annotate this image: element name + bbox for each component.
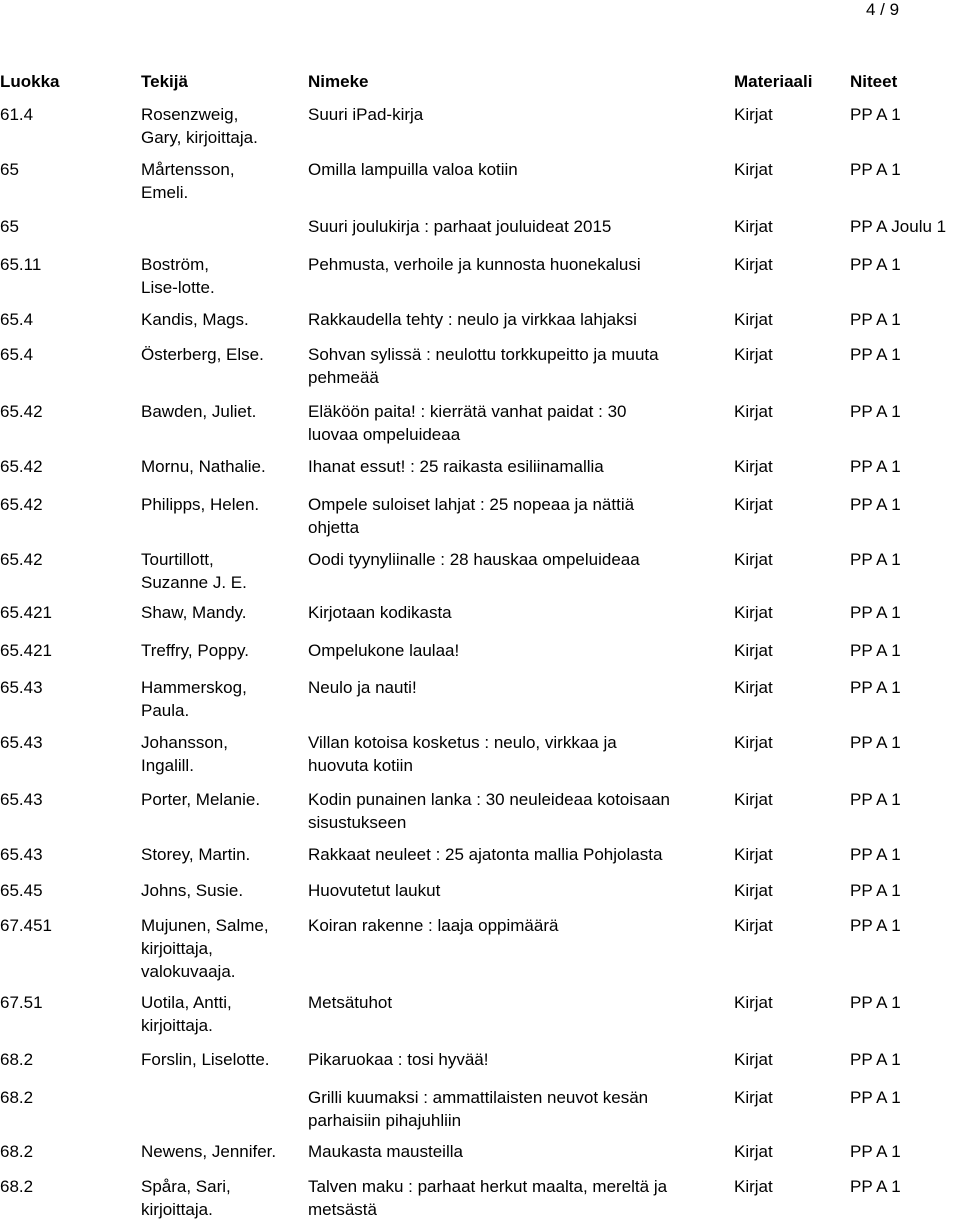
tekija-line: Shaw, Mandy. (141, 603, 247, 622)
tekija-line: Storey, Martin. (141, 845, 251, 864)
tekija-line: Ingalill. (141, 756, 194, 775)
cell-luokka: 65.43 (0, 845, 43, 864)
tekija-line: Emeli. (141, 183, 189, 202)
tekija-line: Mujunen, Salme, (141, 916, 269, 935)
tekija-line: Lise-lotte. (141, 278, 215, 297)
cell-materiaali: Kirjat (734, 603, 773, 622)
cell-materiaali: Kirjat (734, 495, 773, 514)
cell-tekija (141, 639, 249, 662)
cell-luokka: 65.43 (0, 733, 43, 752)
nimeke-line: Koiran rakenne : laaja oppimäärä (308, 916, 559, 935)
nimeke-line: parhaisiin pihajuhliin (308, 1111, 462, 1130)
cell-tekija (141, 103, 258, 149)
tekija-line: Tourtillott, (141, 550, 214, 569)
cell-materiaali: Kirjat (734, 790, 773, 809)
cell-materiaali: Kirjat (734, 916, 773, 935)
tekija-line: Paula. (141, 701, 190, 720)
header-niteet: Niteet (850, 72, 898, 91)
tekija-line: Gary, kirjoittaja. (141, 128, 258, 147)
nimeke-line: Grilli kuumaksi : ammattilaisten neuvot kesän (308, 1088, 649, 1107)
cell-nimeke (308, 676, 417, 699)
tekija-line: kirjoittaja. (141, 1200, 213, 1219)
cell-luokka: 67.51 (0, 993, 43, 1012)
tekija-line: Bawden, Juliet. (141, 402, 257, 421)
nimeke-line: ohjetta (308, 518, 360, 537)
tekija-line: Mornu, Nathalie. (141, 457, 266, 476)
cell-niteet: PP A 1 (850, 1088, 901, 1107)
nimeke-line: Suuri iPad-kirja (308, 105, 424, 124)
cell-nimeke (308, 215, 611, 238)
nimeke-line: Sohvan sylissä : neulottu torkkupeitto ja muuta (308, 345, 659, 364)
cell-tekija (141, 455, 266, 478)
tekija-line: kirjoittaja. (141, 1016, 213, 1035)
cell-tekija (141, 676, 247, 722)
nimeke-line: Maukasta mausteilla (308, 1142, 463, 1161)
nimeke-line: Rakkaat neuleet : 25 ajatonta mallia Pohjolasta (308, 845, 663, 864)
cell-luokka: 67.451 (0, 916, 52, 935)
cell-materiaali: Kirjat (734, 457, 773, 476)
cell-tekija (141, 400, 256, 423)
cell-luokka: 65.42 (0, 457, 43, 476)
cell-tekija (141, 1140, 276, 1163)
nimeke-line: Omilla lampuilla valoa kotiin (308, 160, 518, 179)
tekija-line: valokuvaaja. (141, 962, 236, 981)
cell-luokka: 61.4 (0, 105, 34, 124)
tekija-line: Österberg, Else. (141, 345, 264, 364)
nimeke-line: Ihanat essut! : 25 raikasta esiliinamallia (308, 457, 604, 476)
cell-luokka: 65.43 (0, 678, 43, 697)
cell-materiaali: Kirjat (734, 345, 773, 364)
cell-nimeke (308, 843, 662, 866)
cell-niteet: PP A 1 (850, 603, 901, 622)
cell-tekija (141, 253, 215, 299)
cell-nimeke (308, 1140, 463, 1163)
cell-materiaali: Kirjat (734, 733, 773, 752)
cell-nimeke (308, 103, 423, 126)
cell-materiaali: Kirjat (734, 1177, 773, 1196)
cell-niteet: PP A 1 (850, 1142, 901, 1161)
cell-luokka: 65.421 (0, 641, 52, 660)
cell-materiaali: Kirjat (734, 678, 773, 697)
cell-nimeke (308, 991, 392, 1014)
cell-niteet: PP A 1 (850, 790, 901, 809)
cell-luokka: 65.45 (0, 881, 43, 900)
nimeke-line: Kodin punainen lanka : 30 neuleideaa kotoisaan (308, 790, 671, 809)
nimeke-line: Huovutetut laukut (308, 881, 441, 900)
cell-nimeke (308, 400, 626, 446)
tekija-line: Boström, (141, 255, 210, 274)
cell-tekija (141, 991, 232, 1037)
cell-materiaali: Kirjat (734, 255, 773, 274)
cell-luokka: 68.2 (0, 1088, 34, 1107)
cell-nimeke (308, 493, 634, 539)
cell-nimeke (308, 1175, 667, 1221)
cell-niteet: PP A 1 (850, 678, 901, 697)
cell-nimeke (308, 601, 452, 624)
nimeke-line: Pehmusta, verhoile ja kunnosta huonekalusi (308, 255, 641, 274)
cell-materiaali: Kirjat (734, 1142, 773, 1161)
header-tekija: Tekijä (141, 72, 188, 91)
nimeke-line: Villan kotoisa kosketus : neulo, virkkaa ja (308, 733, 617, 752)
cell-nimeke (308, 308, 637, 331)
cell-niteet: PP A 1 (850, 845, 901, 864)
cell-niteet: PP A 1 (850, 345, 901, 364)
cell-luokka: 68.2 (0, 1050, 34, 1069)
header-materiaali: Materiaali (734, 72, 813, 91)
tekija-line: kirjoittaja, (141, 939, 213, 958)
cell-niteet: PP A 1 (850, 310, 901, 329)
cell-materiaali: Kirjat (734, 881, 773, 900)
cell-materiaali: Kirjat (734, 105, 773, 124)
cell-nimeke (308, 343, 659, 389)
cell-niteet: PP A 1 (850, 881, 901, 900)
tekija-line: Uotila, Antti, (141, 993, 232, 1012)
nimeke-line: Rakkaudella tehty : neulo ja virkkaa lahjaksi (308, 310, 637, 329)
page-number: 4 / 9 (866, 0, 900, 19)
cell-luokka: 65.4 (0, 310, 34, 329)
tekija-line: Johansson, (141, 733, 228, 752)
nimeke-line: Kirjotaan kodikasta (308, 603, 452, 622)
header-luokka: Luokka (0, 72, 60, 91)
nimeke-line: sisustukseen (308, 813, 407, 832)
cell-luokka: 68.2 (0, 1177, 34, 1196)
cell-materiaali: Kirjat (734, 217, 773, 236)
cell-tekija (141, 1175, 231, 1221)
cell-niteet: PP A 1 (850, 105, 901, 124)
tekija-line: Kandis, Mags. (141, 310, 249, 329)
cell-niteet: PP A 1 (850, 550, 901, 569)
cell-materiaali: Kirjat (734, 993, 773, 1012)
tekija-line: Mårtensson, (141, 160, 235, 179)
nimeke-line: Eläköön paita! : kierrätä vanhat paidat : 30 (308, 402, 627, 421)
cell-materiaali: Kirjat (734, 160, 773, 179)
tekija-line: Porter, Melanie. (141, 790, 261, 809)
cell-tekija (141, 879, 243, 902)
cell-nimeke (308, 639, 459, 662)
cell-nimeke (308, 548, 640, 571)
nimeke-line: metsästä (308, 1200, 377, 1219)
cell-nimeke (308, 879, 440, 902)
cell-luokka: 65.11 (0, 255, 42, 274)
cell-tekija (141, 731, 228, 777)
cell-tekija (141, 343, 264, 366)
cell-materiaali: Kirjat (734, 641, 773, 660)
cell-luokka: 65 (0, 217, 19, 236)
cell-tekija (141, 843, 250, 866)
tekija-line: Spåra, Sari, (141, 1177, 231, 1196)
nimeke-line: Ompele suloiset lahjat : 25 nopeaa ja nättiä (308, 495, 635, 514)
cell-niteet: PP A 1 (850, 160, 901, 179)
cell-luokka: 65.4 (0, 345, 34, 364)
nimeke-line: huovuta kotiin (308, 756, 413, 775)
nimeke-line: Ompelukone laulaa! (308, 641, 460, 660)
cell-luokka: 65.42 (0, 495, 43, 514)
cell-nimeke (308, 1086, 648, 1132)
cell-tekija (141, 308, 249, 331)
cell-nimeke (308, 788, 670, 834)
cell-materiaali: Kirjat (734, 310, 773, 329)
cell-niteet: PP A 1 (850, 733, 901, 752)
cell-niteet: PP A 1 (850, 1050, 901, 1069)
nimeke-line: Oodi tyynyliinalle : 28 hauskaa ompeluideaa (308, 550, 640, 569)
cell-luokka: 68.2 (0, 1142, 34, 1161)
cell-niteet: PP A Joulu 1 (850, 217, 947, 236)
tekija-line: Suzanne J. E. (141, 573, 247, 592)
cell-materiaali: Kirjat (734, 550, 773, 569)
cell-materiaali: Kirjat (734, 845, 773, 864)
cell-nimeke (308, 1048, 488, 1071)
nimeke-line: Neulo ja nauti! (308, 678, 417, 697)
cell-tekija (141, 548, 247, 594)
cell-materiaali: Kirjat (734, 1050, 773, 1069)
cell-tekija (141, 1048, 270, 1071)
cell-luokka: 65.421 (0, 603, 52, 622)
cell-tekija (141, 158, 235, 204)
cell-tekija (141, 493, 259, 516)
cell-niteet: PP A 1 (850, 641, 901, 660)
nimeke-line: Metsätuhot (308, 993, 393, 1012)
cell-niteet: PP A 1 (850, 495, 901, 514)
cell-nimeke (308, 253, 641, 276)
tekija-line: Johns, Susie. (141, 881, 244, 900)
nimeke-line: luovaa ompeluideaa (308, 425, 461, 444)
cell-nimeke (308, 158, 518, 181)
tekija-line: Treffry, Poppy. (141, 641, 250, 660)
tekija-line: Philipps, Helen. (141, 495, 260, 514)
cell-nimeke (308, 914, 558, 937)
cell-niteet: PP A 1 (850, 255, 901, 274)
cell-luokka: 65.43 (0, 790, 43, 809)
tekija-line: Newens, Jennifer. (141, 1142, 277, 1161)
cell-tekija (141, 601, 247, 624)
nimeke-line: pehmeää (308, 368, 379, 387)
cell-niteet: PP A 1 (850, 402, 901, 421)
cell-materiaali: Kirjat (734, 1088, 773, 1107)
header-nimeke: Nimeke (308, 72, 369, 91)
cell-tekija (141, 788, 260, 811)
cell-luokka: 65 (0, 160, 19, 179)
cell-niteet: PP A 1 (850, 916, 901, 935)
nimeke-line: Pikaruokaa : tosi hyvää! (308, 1050, 489, 1069)
cell-luokka: 65.42 (0, 550, 43, 569)
cell-niteet: PP A 1 (850, 457, 901, 476)
tekija-line: Rosenzweig, (141, 105, 239, 124)
tekija-line: Forslin, Liselotte. (141, 1050, 270, 1069)
cell-nimeke (308, 455, 604, 478)
cell-nimeke (308, 731, 617, 777)
tekija-line: Hammerskog, (141, 678, 247, 697)
nimeke-line: Talven maku : parhaat herkut maalta, mereltä ja (308, 1177, 668, 1196)
cell-niteet: PP A 1 (850, 1177, 901, 1196)
nimeke-line: Suuri joulukirja : parhaat jouluideat 2015 (308, 217, 612, 236)
cell-tekija (141, 914, 269, 983)
cell-materiaali: Kirjat (734, 402, 773, 421)
cell-niteet: PP A 1 (850, 993, 901, 1012)
cell-luokka: 65.42 (0, 402, 43, 421)
